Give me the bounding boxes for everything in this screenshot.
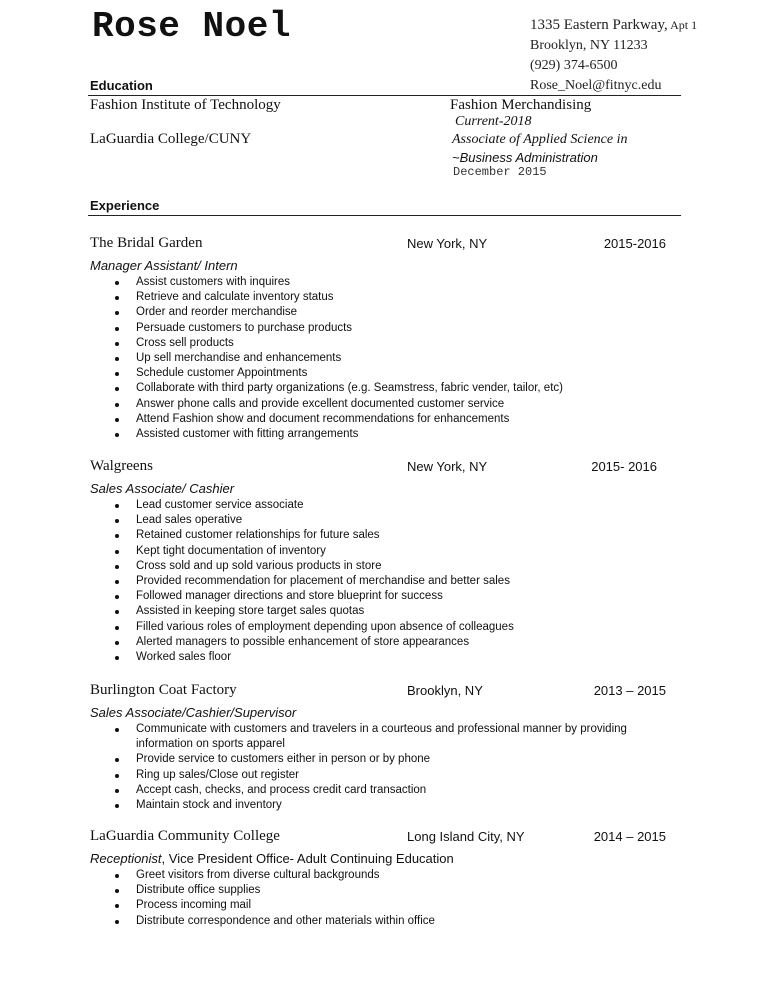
contact-street: 1335 Eastern Parkway,: [530, 17, 668, 33]
job-role-title: Sales Associate/Cashier/Supervisor: [90, 705, 297, 720]
duty-item: Cross sell products: [90, 336, 668, 351]
education-school-laguardia: LaGuardia College/CUNY: [90, 131, 252, 147]
job-duties: [90, 498, 690, 665]
duty-item: Lead customer service associate: [90, 498, 668, 513]
duty-item: Greet visitors from diverse cultural backgrounds: [90, 868, 668, 883]
job-header: [90, 828, 690, 850]
job-duties: [90, 275, 690, 442]
contact-apt: Apt 1: [667, 18, 698, 32]
duty-item: Answer phone calls and provide excellent documented customer service: [90, 397, 668, 412]
job-role: [90, 480, 690, 498]
duty-item: Order and reorder merchandise: [90, 305, 668, 320]
job-entry-bridal-garden: [90, 235, 690, 442]
duty-item: Kept tight documentation of inventory: [90, 544, 668, 559]
duty-item: Distribute correspondence and other materials within office: [90, 914, 668, 929]
job-employer: The Bridal Garden: [90, 235, 203, 251]
job-role-title: Receptionist: [90, 851, 162, 866]
job-dates: 2013 – 2015: [593, 683, 666, 698]
job-header: [90, 235, 690, 257]
duty-item: Provided recommendation for placement of merchandise and better sales: [90, 574, 668, 589]
contact-phone: (929) 374-6500: [530, 58, 618, 73]
education-date-laguardia: December 2015: [453, 165, 547, 179]
duty-item: Provide service to customers either in person or by phone: [90, 752, 668, 767]
job-dates: 2015-2016: [603, 236, 666, 251]
duty-item: Attend Fashion show and document recommendations for enhancements: [90, 412, 668, 427]
job-location: New York, NY: [407, 459, 488, 474]
education-heading: Education: [90, 78, 153, 93]
job-location: New York, NY: [407, 236, 488, 251]
education-degree-laguardia: Associate of Applied Science in: [452, 132, 628, 147]
job-location: Long Island City, NY: [407, 829, 525, 844]
job-entry-burlington: [90, 682, 690, 813]
job-header: [90, 458, 690, 480]
job-role: [90, 704, 690, 722]
duty-item: Up sell merchandise and enhancements: [90, 351, 668, 366]
duty-item: Accept cash, checks, and process credit card transaction: [90, 783, 668, 798]
education-divider: [88, 95, 681, 96]
duty-item: Schedule customer Appointments: [90, 366, 668, 381]
job-location: Brooklyn, NY: [407, 683, 483, 698]
duty-item: Assisted customer with fitting arrangements: [90, 427, 668, 442]
duty-item: Followed manager directions and store blueprint for success: [90, 589, 668, 604]
contact-block: [530, 15, 697, 96]
job-dates: 2014 – 2015: [593, 829, 666, 844]
duty-item: Assisted in keeping store target sales quotas: [90, 604, 668, 619]
duty-item: Worked sales floor: [90, 650, 668, 665]
duty-item: Filled various roles of employment depending upon absence of colleagues: [90, 620, 668, 635]
job-entry-laguardia: [90, 828, 690, 929]
duty-item: Cross sold and up sold various products in store: [90, 559, 668, 574]
job-role: [90, 850, 690, 868]
contact-address-line: [530, 15, 697, 36]
contact-email: Rose_Noel@fitnyc.edu: [530, 78, 662, 93]
duty-item: Distribute office supplies: [90, 883, 668, 898]
duty-item: Maintain stock and inventory: [90, 798, 668, 813]
education-program-fit: Fashion Merchandising: [450, 97, 592, 113]
duty-item: Communicate with customers and travelers in a courteous and professional manner by providing information on sports apparel: [90, 722, 668, 752]
contact-city: Brooklyn, NY 11233: [530, 38, 648, 53]
duty-item: Collaborate with third party organizations (e.g. Seamstress, fabric vender, tailor, etc): [90, 381, 668, 396]
duty-item: Process incoming mail: [90, 898, 668, 913]
applicant-name: Rose Noel: [92, 6, 291, 47]
job-employer: LaGuardia Community College: [90, 828, 280, 844]
duty-item: Retained customer relationships for future sales: [90, 528, 668, 543]
experience-heading: Experience: [90, 198, 160, 213]
education-school-fit: Fashion Institute of Technology: [90, 97, 281, 113]
job-role-title: Manager Assistant/ Intern: [90, 258, 238, 273]
duty-item: Ring up sales/Close out register: [90, 768, 668, 783]
duty-item: Assist customers with inquires: [90, 275, 668, 290]
duty-item: Retrieve and calculate inventory status: [90, 290, 668, 305]
job-role-title: Sales Associate/ Cashier: [90, 481, 235, 496]
duty-item: Alerted managers to possible enhancement of store appearances: [90, 635, 668, 650]
duty-item: Persuade customers to purchase products: [90, 321, 668, 336]
job-role: [90, 257, 690, 275]
job-dates: 2015- 2016: [591, 459, 657, 474]
duty-item: Lead sales operative: [90, 513, 668, 528]
job-employer: Burlington Coat Factory: [90, 682, 237, 698]
job-role-detail: , Vice President Office- Adult Continuing Education: [161, 851, 454, 866]
job-employer: Walgreens: [90, 458, 153, 474]
job-duties: [90, 722, 690, 813]
job-header: [90, 682, 690, 704]
job-entry-walgreens: [90, 458, 690, 665]
education-status-fit: Current-2018: [455, 114, 532, 129]
job-duties: [90, 868, 690, 929]
education-field-laguardia: ~Business Administration: [452, 150, 598, 165]
experience-divider: [88, 215, 681, 216]
